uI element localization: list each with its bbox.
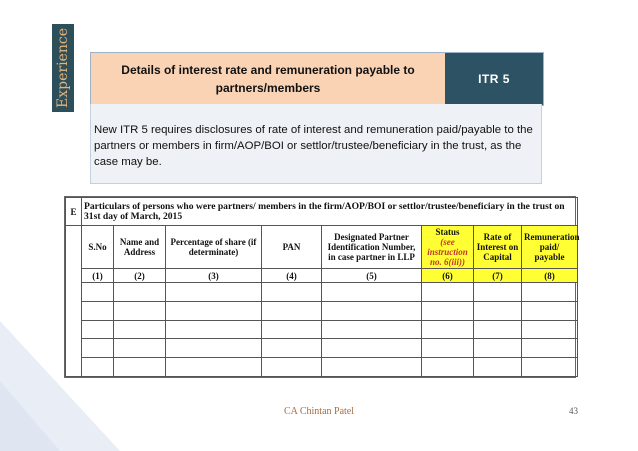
header-form-name: ITR 5 (445, 53, 543, 105)
col-number: (5) (322, 269, 422, 283)
col-header-pan: PAN (262, 226, 322, 269)
header-title: Details of interest rate and remuneration payable to partners/members (91, 53, 445, 105)
table-row (66, 339, 578, 358)
col-header-dpin: Designated Partner Identification Number, in case partner in LLP (322, 226, 422, 269)
col-header-interest: Rate of Interest on Capital (474, 226, 522, 269)
col-number: (6) (422, 269, 474, 283)
page-number: 43 (569, 406, 578, 416)
header-table (90, 52, 544, 106)
col-header-remuneration: Remuneration paid/ payable (522, 226, 578, 269)
section-tab-label: Experience (55, 28, 71, 108)
status-note: (see instruction no. 6(iii)) (427, 237, 468, 267)
form-section-letter: E (66, 198, 82, 226)
col-number: (8) (522, 269, 578, 283)
col-header-status (422, 226, 474, 269)
section-tab (52, 24, 74, 112)
col-number: (3) (166, 269, 262, 283)
table-row (66, 283, 578, 302)
status-label: Status (435, 227, 460, 237)
col-number: (2) (114, 269, 166, 283)
col-header-name: Name and Address (114, 226, 166, 269)
form-table-image (64, 196, 580, 378)
description-box (90, 104, 542, 184)
col-number: (7) (474, 269, 522, 283)
table-row (66, 358, 578, 377)
col-number: (4) (262, 269, 322, 283)
col-header-share: Percentage of share (if determinate) (166, 226, 262, 269)
col-number: (1) (82, 269, 114, 283)
col-header-sno: S.No (82, 226, 114, 269)
table-row (66, 320, 578, 339)
table-row (66, 301, 578, 320)
footer-author: CA Chintan Patel (284, 406, 354, 417)
description-text: New ITR 5 requires disclosures of rate of interest and remuneration paid/payable to the partners or members in firm/AOP/BOI or settlor/trustee/beneficiary in the trust, as the case may be. (94, 124, 533, 168)
form-table-title: Particulars of persons who were partners/ members in the firm/AOP/BOI or settlor/trustee/beneficiary in the trust on 31st day of March, 2015 (82, 198, 578, 226)
form-section-gutter (66, 226, 82, 377)
